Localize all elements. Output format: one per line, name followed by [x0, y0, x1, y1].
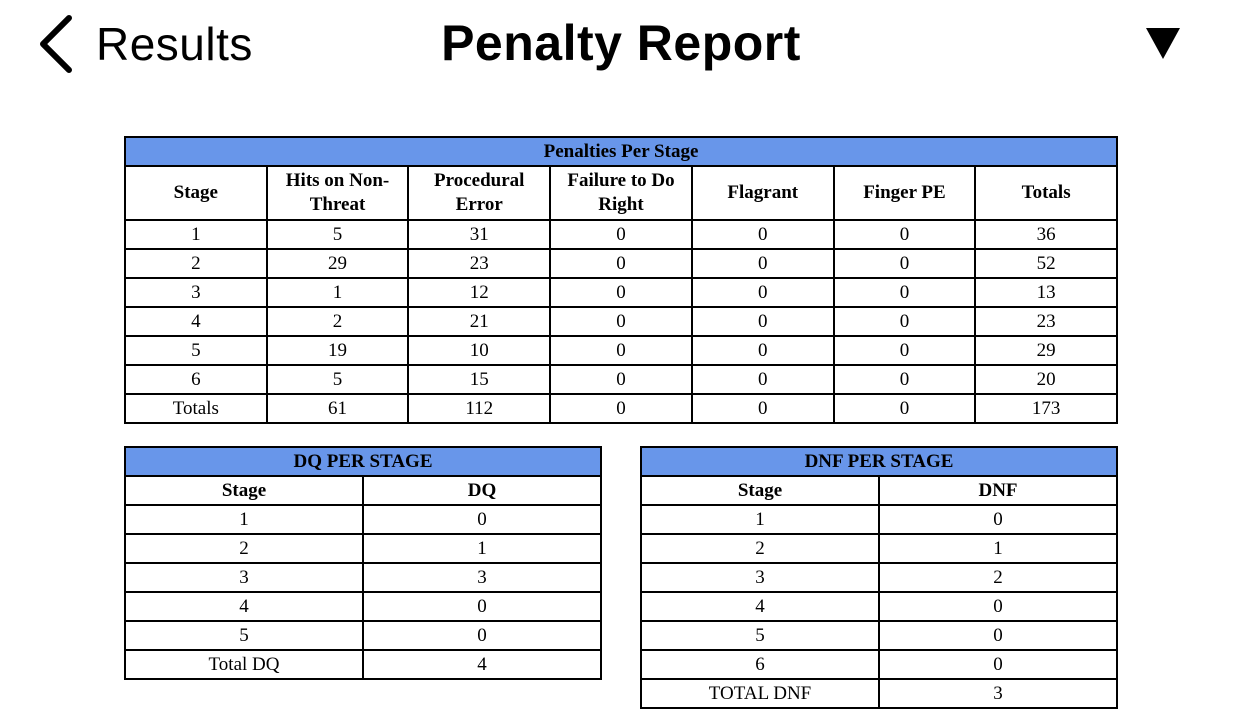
table-cell: 0 [692, 249, 834, 278]
table-cell: 23 [975, 307, 1117, 336]
table-cell: 0 [550, 365, 692, 394]
table-row [641, 592, 1117, 621]
table-cell: 6 [641, 650, 879, 679]
table-cell: 1 [125, 220, 267, 249]
table-cell: 5 [267, 220, 409, 249]
table-cell: 3 [125, 563, 363, 592]
column-header: Stage [641, 476, 879, 505]
table-cell: 0 [363, 505, 601, 534]
table-cell: 2 [125, 249, 267, 278]
table-cell: 0 [834, 220, 976, 249]
table-cell: 0 [550, 307, 692, 336]
table-row [125, 650, 601, 679]
column-header: Procedural Error [408, 166, 550, 220]
table-cell: 0 [879, 650, 1117, 679]
table-cell: 3 [125, 278, 267, 307]
column-header: Finger PE [834, 166, 976, 220]
table-cell: 0 [834, 365, 976, 394]
table-cell: 0 [834, 394, 976, 423]
table-row [125, 220, 1117, 249]
table-cell: 1 [267, 278, 409, 307]
column-header: Stage [125, 476, 363, 505]
table-row [125, 307, 1117, 336]
table-cell: 0 [879, 505, 1117, 534]
table-row [641, 650, 1117, 679]
table-cell: 23 [408, 249, 550, 278]
table-cell: 4 [363, 650, 601, 679]
column-header: Failure to Do Right [550, 166, 692, 220]
table-header-row [125, 166, 1117, 220]
table-cell: 0 [550, 278, 692, 307]
table-cell: 52 [975, 249, 1117, 278]
penalties-caption: Penalties Per Stage [125, 137, 1117, 166]
table-header-row [125, 476, 601, 505]
page-title: Penalty Report [441, 15, 801, 71]
table-row [125, 534, 601, 563]
table-caption-row [641, 447, 1117, 476]
dnf-per-stage-table [640, 446, 1118, 709]
table-cell: 31 [408, 220, 550, 249]
dnf-caption: DNF PER STAGE [641, 447, 1117, 476]
table-header-row [641, 476, 1117, 505]
table-cell: 0 [692, 336, 834, 365]
table-cell: 3 [879, 679, 1117, 708]
table-cell: 3 [363, 563, 601, 592]
table-cell: 112 [408, 394, 550, 423]
table-cell: 0 [692, 278, 834, 307]
table-cell: 13 [975, 278, 1117, 307]
table-row [125, 563, 601, 592]
table-cell: Totals [125, 394, 267, 423]
table-cell: 0 [550, 220, 692, 249]
table-cell: 1 [879, 534, 1117, 563]
table-row [641, 563, 1117, 592]
column-header: DNF [879, 476, 1117, 505]
table-cell: 0 [363, 621, 601, 650]
table-cell: 19 [267, 336, 409, 365]
table-cell: 10 [408, 336, 550, 365]
table-cell: 0 [879, 621, 1117, 650]
table-cell: 20 [975, 365, 1117, 394]
table-row [125, 365, 1117, 394]
table-row [641, 679, 1117, 708]
table-row [125, 505, 601, 534]
table-cell: TOTAL DNF [641, 679, 879, 708]
table-cell: 5 [125, 621, 363, 650]
column-header: Flagrant [692, 166, 834, 220]
table-cell: 2 [879, 563, 1117, 592]
table-row [641, 505, 1117, 534]
table-cell: 0 [692, 394, 834, 423]
table-cell: 2 [641, 534, 879, 563]
navigation-bar [0, 0, 1242, 90]
column-header: Stage [125, 166, 267, 220]
column-header: Hits on Non-Threat [267, 166, 409, 220]
table-cell: 1 [363, 534, 601, 563]
table-row [125, 278, 1117, 307]
table-cell: 173 [975, 394, 1117, 423]
table-cell: 2 [267, 307, 409, 336]
table-cell: 0 [692, 365, 834, 394]
table-cell: 0 [550, 249, 692, 278]
table-cell: 1 [641, 505, 879, 534]
table-cell: 5 [641, 621, 879, 650]
table-row [641, 534, 1117, 563]
table-row [125, 394, 1117, 423]
table-cell: 5 [267, 365, 409, 394]
table-cell: 29 [267, 249, 409, 278]
table-cell: 0 [363, 592, 601, 621]
table-cell: 15 [408, 365, 550, 394]
table-cell: 2 [125, 534, 363, 563]
table-cell: 0 [834, 336, 976, 365]
table-cell: 4 [641, 592, 879, 621]
table-cell: 0 [692, 220, 834, 249]
table-cell: 21 [408, 307, 550, 336]
table-row [125, 336, 1117, 365]
table-caption-row [125, 447, 601, 476]
table-row [125, 592, 601, 621]
dq-per-stage-table [124, 446, 602, 680]
table-cell: 0 [879, 592, 1117, 621]
table-cell: Total DQ [125, 650, 363, 679]
table-cell: 61 [267, 394, 409, 423]
penalties-per-stage-table [124, 136, 1118, 424]
table-cell: 3 [641, 563, 879, 592]
table-row [125, 249, 1117, 278]
table-cell: 0 [834, 278, 976, 307]
dq-caption: DQ PER STAGE [125, 447, 601, 476]
table-cell: 0 [834, 307, 976, 336]
table-row [641, 621, 1117, 650]
table-cell: 29 [975, 336, 1117, 365]
table-cell: 4 [125, 592, 363, 621]
table-cell: 5 [125, 336, 267, 365]
triangle-down-icon[interactable] [1146, 28, 1180, 60]
back-label: Results [96, 18, 253, 70]
table-cell: 1 [125, 505, 363, 534]
table-cell: 0 [834, 249, 976, 278]
table-cell: 12 [408, 278, 550, 307]
table-cell: 0 [692, 307, 834, 336]
table-row [125, 621, 601, 650]
table-cell: 0 [550, 394, 692, 423]
table-cell: 6 [125, 365, 267, 394]
table-cell: 4 [125, 307, 267, 336]
table-cell: 36 [975, 220, 1117, 249]
table-cell: 0 [550, 336, 692, 365]
column-header: Totals [975, 166, 1117, 220]
column-header: DQ [363, 476, 601, 505]
table-caption-row [125, 137, 1117, 166]
